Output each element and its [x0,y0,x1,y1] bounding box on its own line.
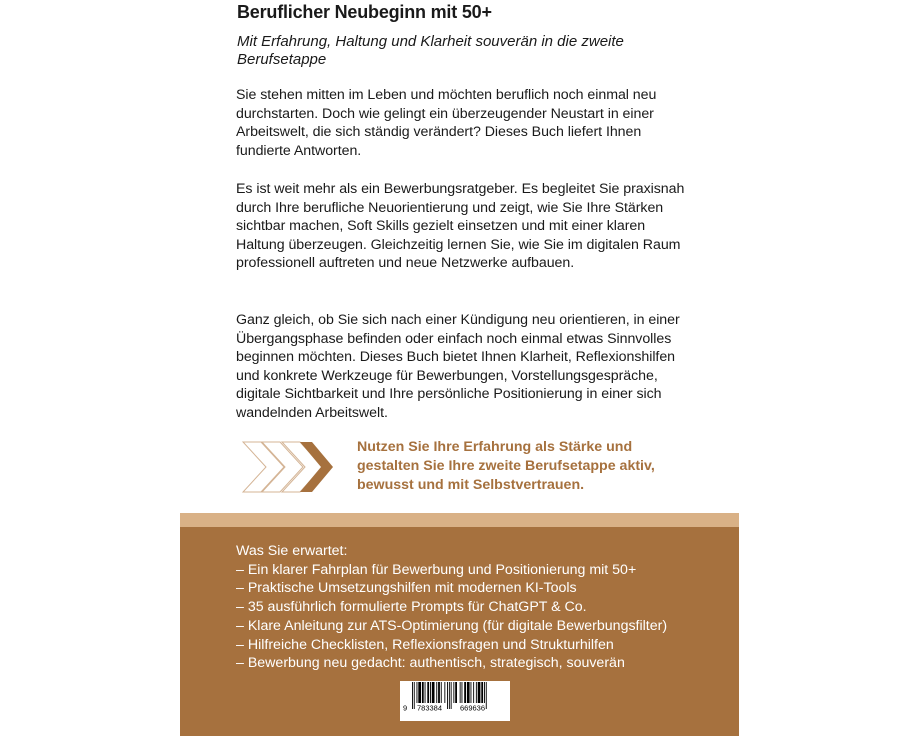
list-item: – Ein klarer Fahrplan für Bewerbung und Positionierung mit 50+ [236,561,637,578]
barcode-bar [425,682,426,703]
barcode-bar [418,682,421,703]
barcode-bar [455,682,457,703]
barcode-bar [422,682,424,703]
barcode-bar [447,682,448,709]
audience-paragraph: Ganz gleich, ob Sie sich nach einer Kündigung neu orientieren, in einer Übergangsphase befinden oder einfach noch einmal etwas Sinnvolles beginnen möchten. Dieses Buch bietet Ihnen Klarheit, Reflexionshilfen und konkrete Werkzeuge für Bewerbungen, Vorstellungsgespräche, digitale Sichtbarkeit und Ihre persönliche Positionierung in einer sich wandelnden Arbeitswelt. [236,312,680,421]
barcode-bar [453,682,454,703]
barcode-bar [414,682,415,709]
barcode-bar [451,682,452,709]
expectations-heading: Was Sie erwartet: [236,543,348,559]
list-item: – 35 ausführlich formulierte Prompts für ChatGPT & Co. [236,599,587,616]
barcode-bar [471,682,472,703]
chevron-arrows-icon [242,441,334,493]
decorative-band [180,513,739,527]
list-item: – Bewerbung neu gedacht: authentisch, strategisch, souverän [236,655,625,672]
callout-text: Nutzen Sie Ihre Erfahrung als Stärke und gestalten Sie Ihre zweite Berufsetappe aktiv, bewusst und mit Selbstvertrauen. [357,439,655,493]
barcode-bar [417,682,418,703]
barcode-bar [427,682,429,703]
barcode-bar [478,682,481,703]
barcode-bar [467,682,470,703]
barcode-bar [436,682,437,703]
barcode-bar [441,682,442,703]
barcode-bar [449,682,450,709]
barcode-bar [462,682,463,703]
book-subtitle: Mit Erfahrung, Haltung und Klarheit souverän in die zweite Berufsetappe [237,33,624,68]
list-item: – Klare Anleitung zur ATS-Optimierung (für digitale Bewerbungsfilter) [236,617,668,634]
barcode-left-digits: 783384 [417,703,443,713]
book-title: Beruflicher Neubeginn mit 50+ [237,2,492,22]
isbn-barcode [400,681,510,721]
barcode-bar [473,682,474,703]
expectations-list [236,542,716,673]
barcode-bar [460,682,461,703]
barcode-bar [438,682,440,703]
list-item: – Hilfreiche Checklisten, Reflexionsfragen und Strukturhilfen [236,636,614,653]
barcode-bar [476,682,477,703]
intro-paragraph: Sie stehen mitten im Leben und möchten beruflich noch einmal neu durchstarten. Doch wie gelingt ein überzeugender Neustart in einer Arbeitswelt, die sich ständig verändert? Dieses Buch liefert Ihnen fundierte Antworten. [236,87,657,159]
barcode-bar [412,682,413,709]
barcode-bar [432,682,435,703]
barcode-bar [444,682,445,703]
barcode-bar [486,682,487,709]
barcode-bar [481,682,483,703]
list-item: – Praktische Umsetzungshilfen mit modernen KI-Tools [236,580,577,597]
barcode-bar [430,682,431,703]
barcode-lead-digit: 9 [403,703,408,713]
description-paragraph: Es ist weit mehr als ein Bewerbungsratgeber. Es begleitet Sie praxisnah durch Ihre berufliche Neuorientierung und zeigt, wie Sie Ihre Stärken sichtbar machen, Soft Skills gezielt einsetzen und mit einer klaren Haltung überzeugen. Gleichzeitig lernen Sie, wie Sie im digitalen Raum professionell auftreten und neue Netzwerke aufbauen. [236,181,685,272]
barcode-right-digits: 669636 [460,703,486,713]
barcode-bar [484,682,485,703]
barcode-bar [464,682,466,703]
